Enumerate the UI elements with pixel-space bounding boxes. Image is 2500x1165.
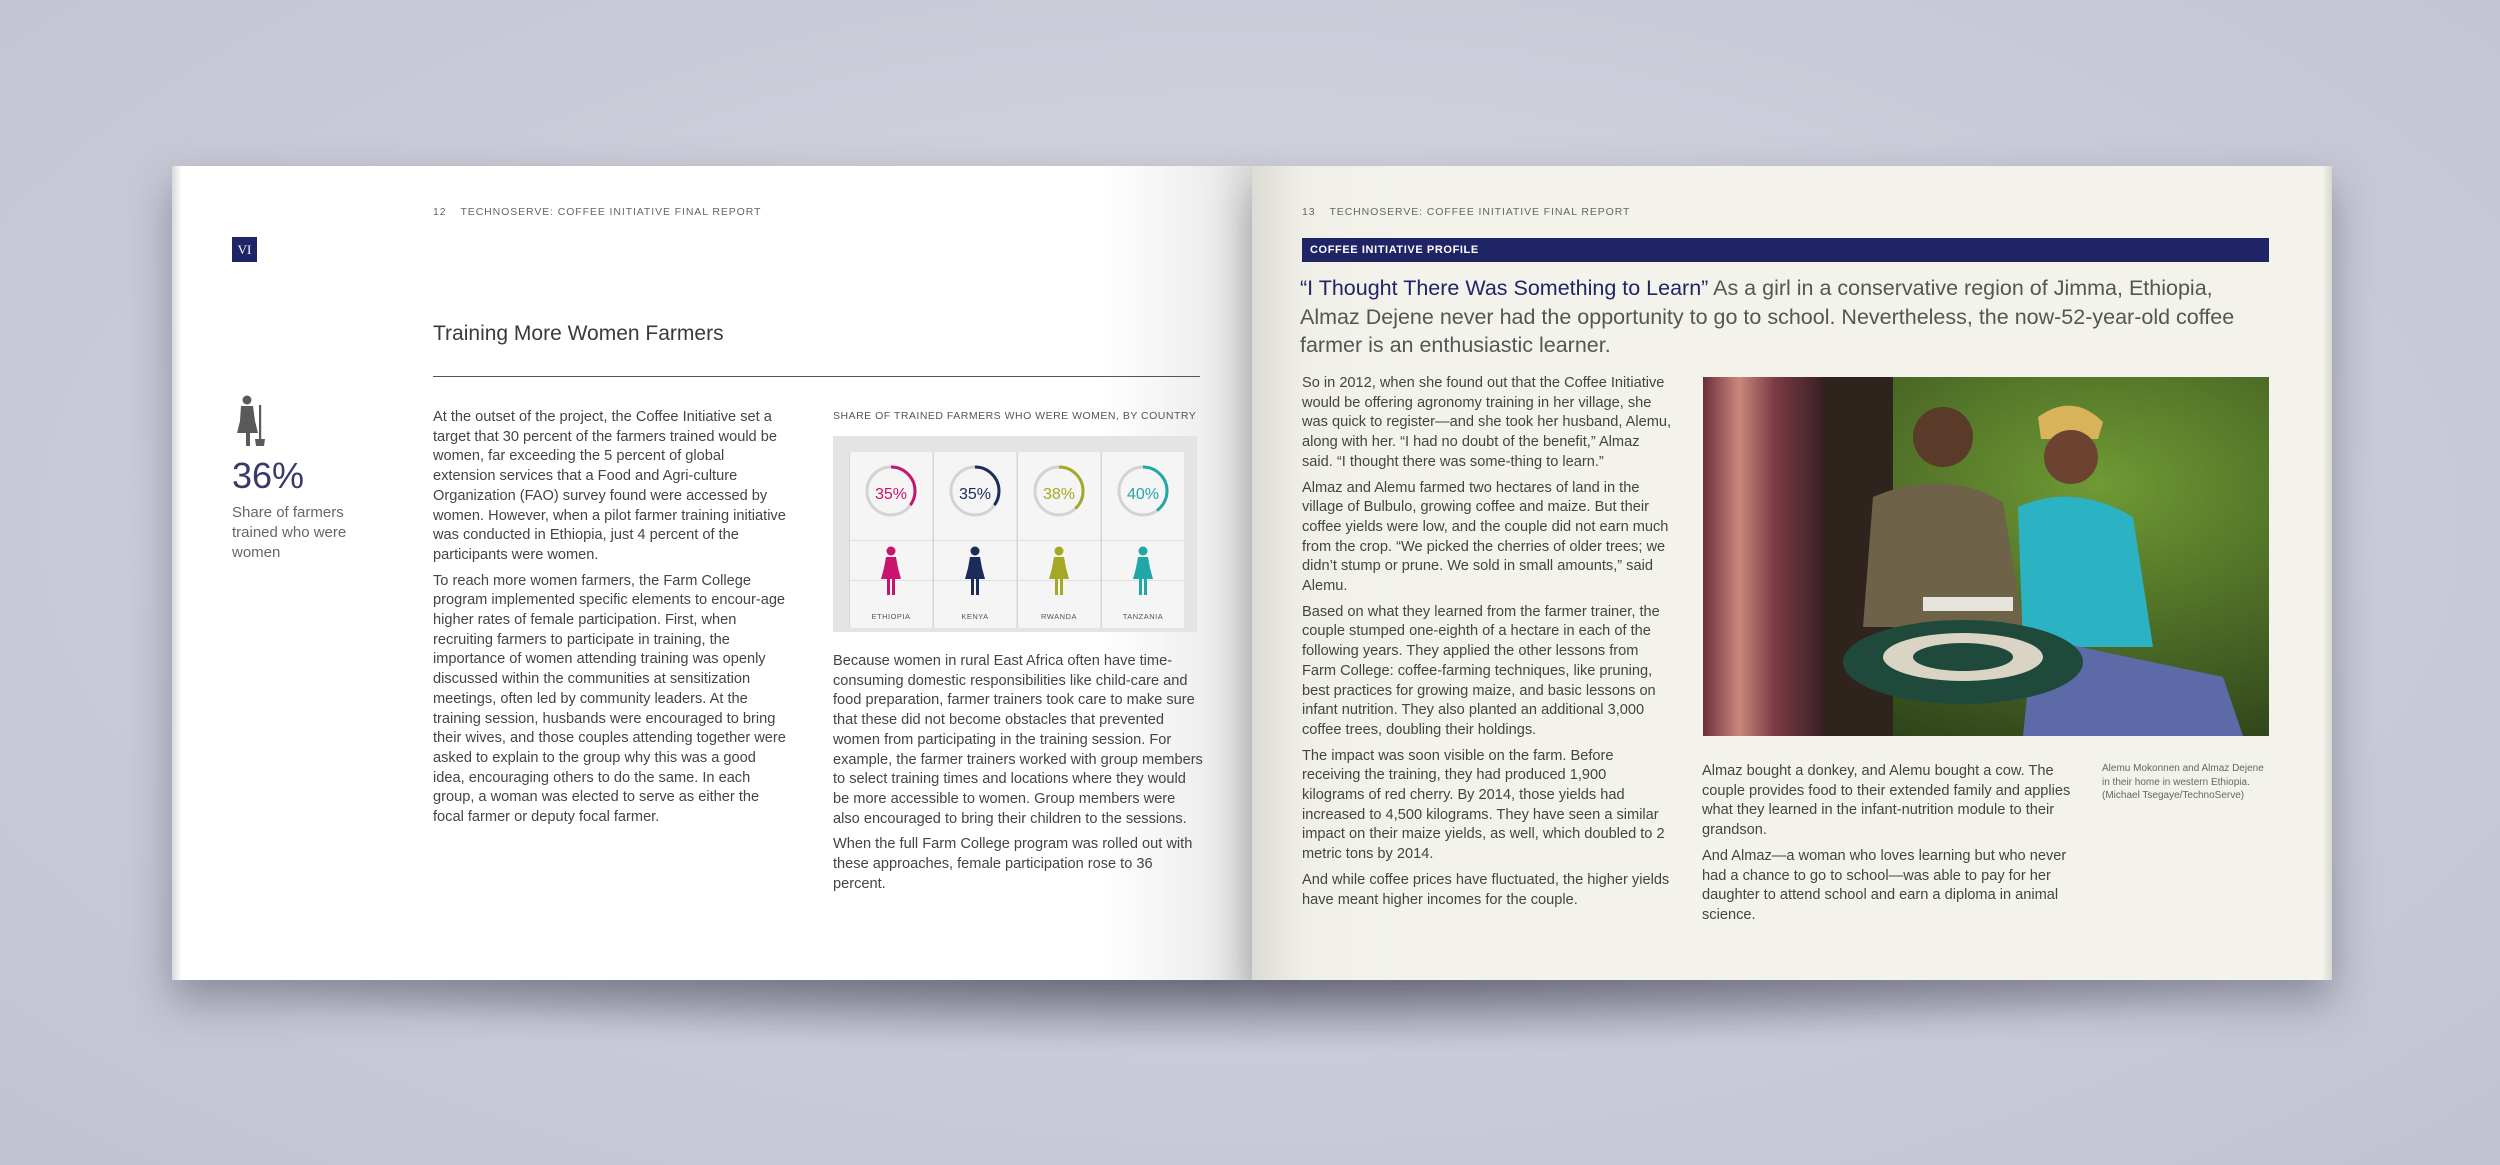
value-label: 38% — [1042, 486, 1076, 503]
paragraph: Almaz bought a donkey, and Alemu bought a cow. The couple provides food to their extended family and applies what they learned in the infant-nutrition module to their grandson. — [1702, 763, 2071, 839]
stat-value: 36% — [232, 455, 305, 496]
category-label: ETHIOPIA — [871, 612, 911, 621]
chart-gridline — [850, 540, 932, 541]
category-label: TANZANIA — [1122, 612, 1164, 621]
paragraph: When the full Farm College program was rolled out with these approaches, female participation rose to 36 percent. — [833, 836, 1193, 892]
woman-icon — [880, 546, 902, 596]
chart-card-tanzania — [1101, 452, 1184, 628]
right-page-number: 13 — [1302, 206, 1316, 218]
stat-label: Share of farmers trained who were women — [232, 504, 347, 561]
woman-farmer-icon — [233, 395, 269, 447]
chart-card-kenya — [933, 452, 1016, 628]
category-label: RWANDA — [1041, 612, 1077, 621]
profile-headline — [1300, 274, 2270, 360]
right-page-edge — [2322, 166, 2332, 980]
headline-lead: “I Thought There Was Something to Learn” — [1300, 276, 1709, 300]
left-page-edge — [172, 166, 182, 980]
left-column-1 — [433, 408, 786, 834]
left-running-head — [433, 206, 761, 218]
right-running-head — [1302, 206, 1630, 218]
woman-icon — [964, 546, 986, 596]
chart-gridline — [934, 540, 1016, 541]
category-label: KENYA — [961, 612, 989, 621]
paragraph: Almaz and Alemu farmed two hectares of land in the village of Bulbulo, growing coffee and maize. But their coffee yields were low, and the couple did not earn much from the crop. “We picked the cherries of older trees; we didn’t stump or prune. We sold in small amounts,” said Alemu. — [1302, 479, 1669, 595]
left-column-2 — [833, 652, 1203, 900]
right-running-title: TECHNOSERVE: COFFEE INITIATIVE FINAL REPORT — [1329, 206, 1631, 218]
section-rule — [433, 376, 1200, 377]
farmer-couple-photo — [1703, 377, 2269, 736]
value-label: 40% — [1126, 486, 1160, 503]
value-label: 35% — [958, 486, 992, 503]
value-label: 35% — [874, 486, 908, 503]
paragraph: The impact was soon visible on the farm. Before receiving the training, they had produced 1,900 kilograms of red cherry. By 2014, those yields had increased to 4,500 kilograms. They have seen a similar impact on their maize yields, as well, which doubled to 2 metric tons by 2014. — [1302, 747, 1665, 863]
paragraph: Based on what they learned from the farmer trainer, the couple stumped one-eighth of a hectare in each of the following years. They applied the other lessons from Farm College: coffee-farming techniques, like pruning, best practices for growing maize, and basic lessons on infant nutrition. They also planted an additional 3,000 coffee trees, doubling their holdings. — [1302, 603, 1660, 738]
headline-rest: As a girl in a conservative region of Jimma, Ethiopia, Almaz Dejene never had the opportunity to go to school. Nevertheless, the now-52-year-old coffee farmer is an enthusiastic learner. — [1300, 276, 2235, 357]
section-title: Training More Women Farmers — [433, 322, 724, 345]
woman-icon — [1048, 546, 1070, 596]
left-running-title: TECHNOSERVE: COFFEE INITIATIVE FINAL REPORT — [460, 206, 762, 218]
paragraph: And Almaz—a woman who loves learning but who never had a chance to go to school—was able to pay for her daughter to attend school and earn a diploma in animal science. — [1702, 847, 2067, 923]
right-column-1 — [1302, 374, 1672, 916]
paragraph: And while coffee prices have fluctuated, the higher yields have meant higher incomes for the couple. — [1302, 871, 1670, 908]
caption-credit: (Michael Tsegaye/TechnoServe) — [2102, 790, 2245, 801]
paragraph: At the outset of the project, the Coffee Initiative set a target that 30 percent of the farmers trained would be women, far exceeding the 5 percent of global extension services that a Food and Agri-culture Organization (FAO) survey found were accessed by women. However, when a pilot farmer training initiative was conducted in Ethiopia, just 4 percent of the participants were women. — [433, 409, 786, 563]
chart-title: SHARE OF TRAINED FARMERS WHO WERE WOMEN, BY COUNTRY — [833, 410, 1197, 422]
woman-icon — [1132, 546, 1154, 596]
chapter-badge: VI — [232, 237, 257, 262]
caption-text: Alemu Mokonnen and Almaz Dejene in their home in western Ethiopia. — [2102, 763, 2264, 788]
profile-label-bar: COFFEE INITIATIVE PROFILE — [1302, 238, 2269, 262]
photo-caption — [2102, 762, 2270, 803]
chart-gridline — [1018, 540, 1100, 541]
chart-card-rwanda — [1017, 452, 1100, 628]
paragraph: To reach more women farmers, the Farm College program implemented specific elements to encour-age higher rates of female participation. First, when recruiting farmers to participate in training, the importance of women attending training was openly discussed within the communities at sensitization meetings, often led by community leaders. At the training session, husbands were encouraged to bring their wives, and those couples attending together were asked to explain to the group why this was a good idea, encouraging others to do the same. In each group, a woman was elected to serve as either the focal farmer or deputy focal farmer. — [433, 572, 786, 826]
paragraph: Because women in rural East Africa often have time-consuming domestic responsibilities like child-care and food preparation, farmer trainers took care to make sure that these did not become obstacles that prevented women from participating in the training session. For example, the farmer trainers worked with group members to select training times and locations where they would be more accessible to women. Group members were also encouraged to bring their children to the sessions. — [833, 653, 1203, 827]
left-page-number: 12 — [433, 206, 447, 218]
chart-panel — [833, 436, 1197, 632]
right-column-2 — [1702, 762, 2072, 932]
chart-gridline — [1102, 540, 1184, 541]
paragraph: So in 2012, when she found out that the Coffee Initiative would be offering agronomy training in her village, she was quick to register—and she took her husband, Alemu, along with her. “I had no doubt of the benefit,” Almaz said. “I thought there was some-thing to learn.” — [1302, 375, 1672, 470]
photo-illustration — [1703, 377, 2269, 736]
chart-card-ethiopia — [849, 452, 932, 628]
